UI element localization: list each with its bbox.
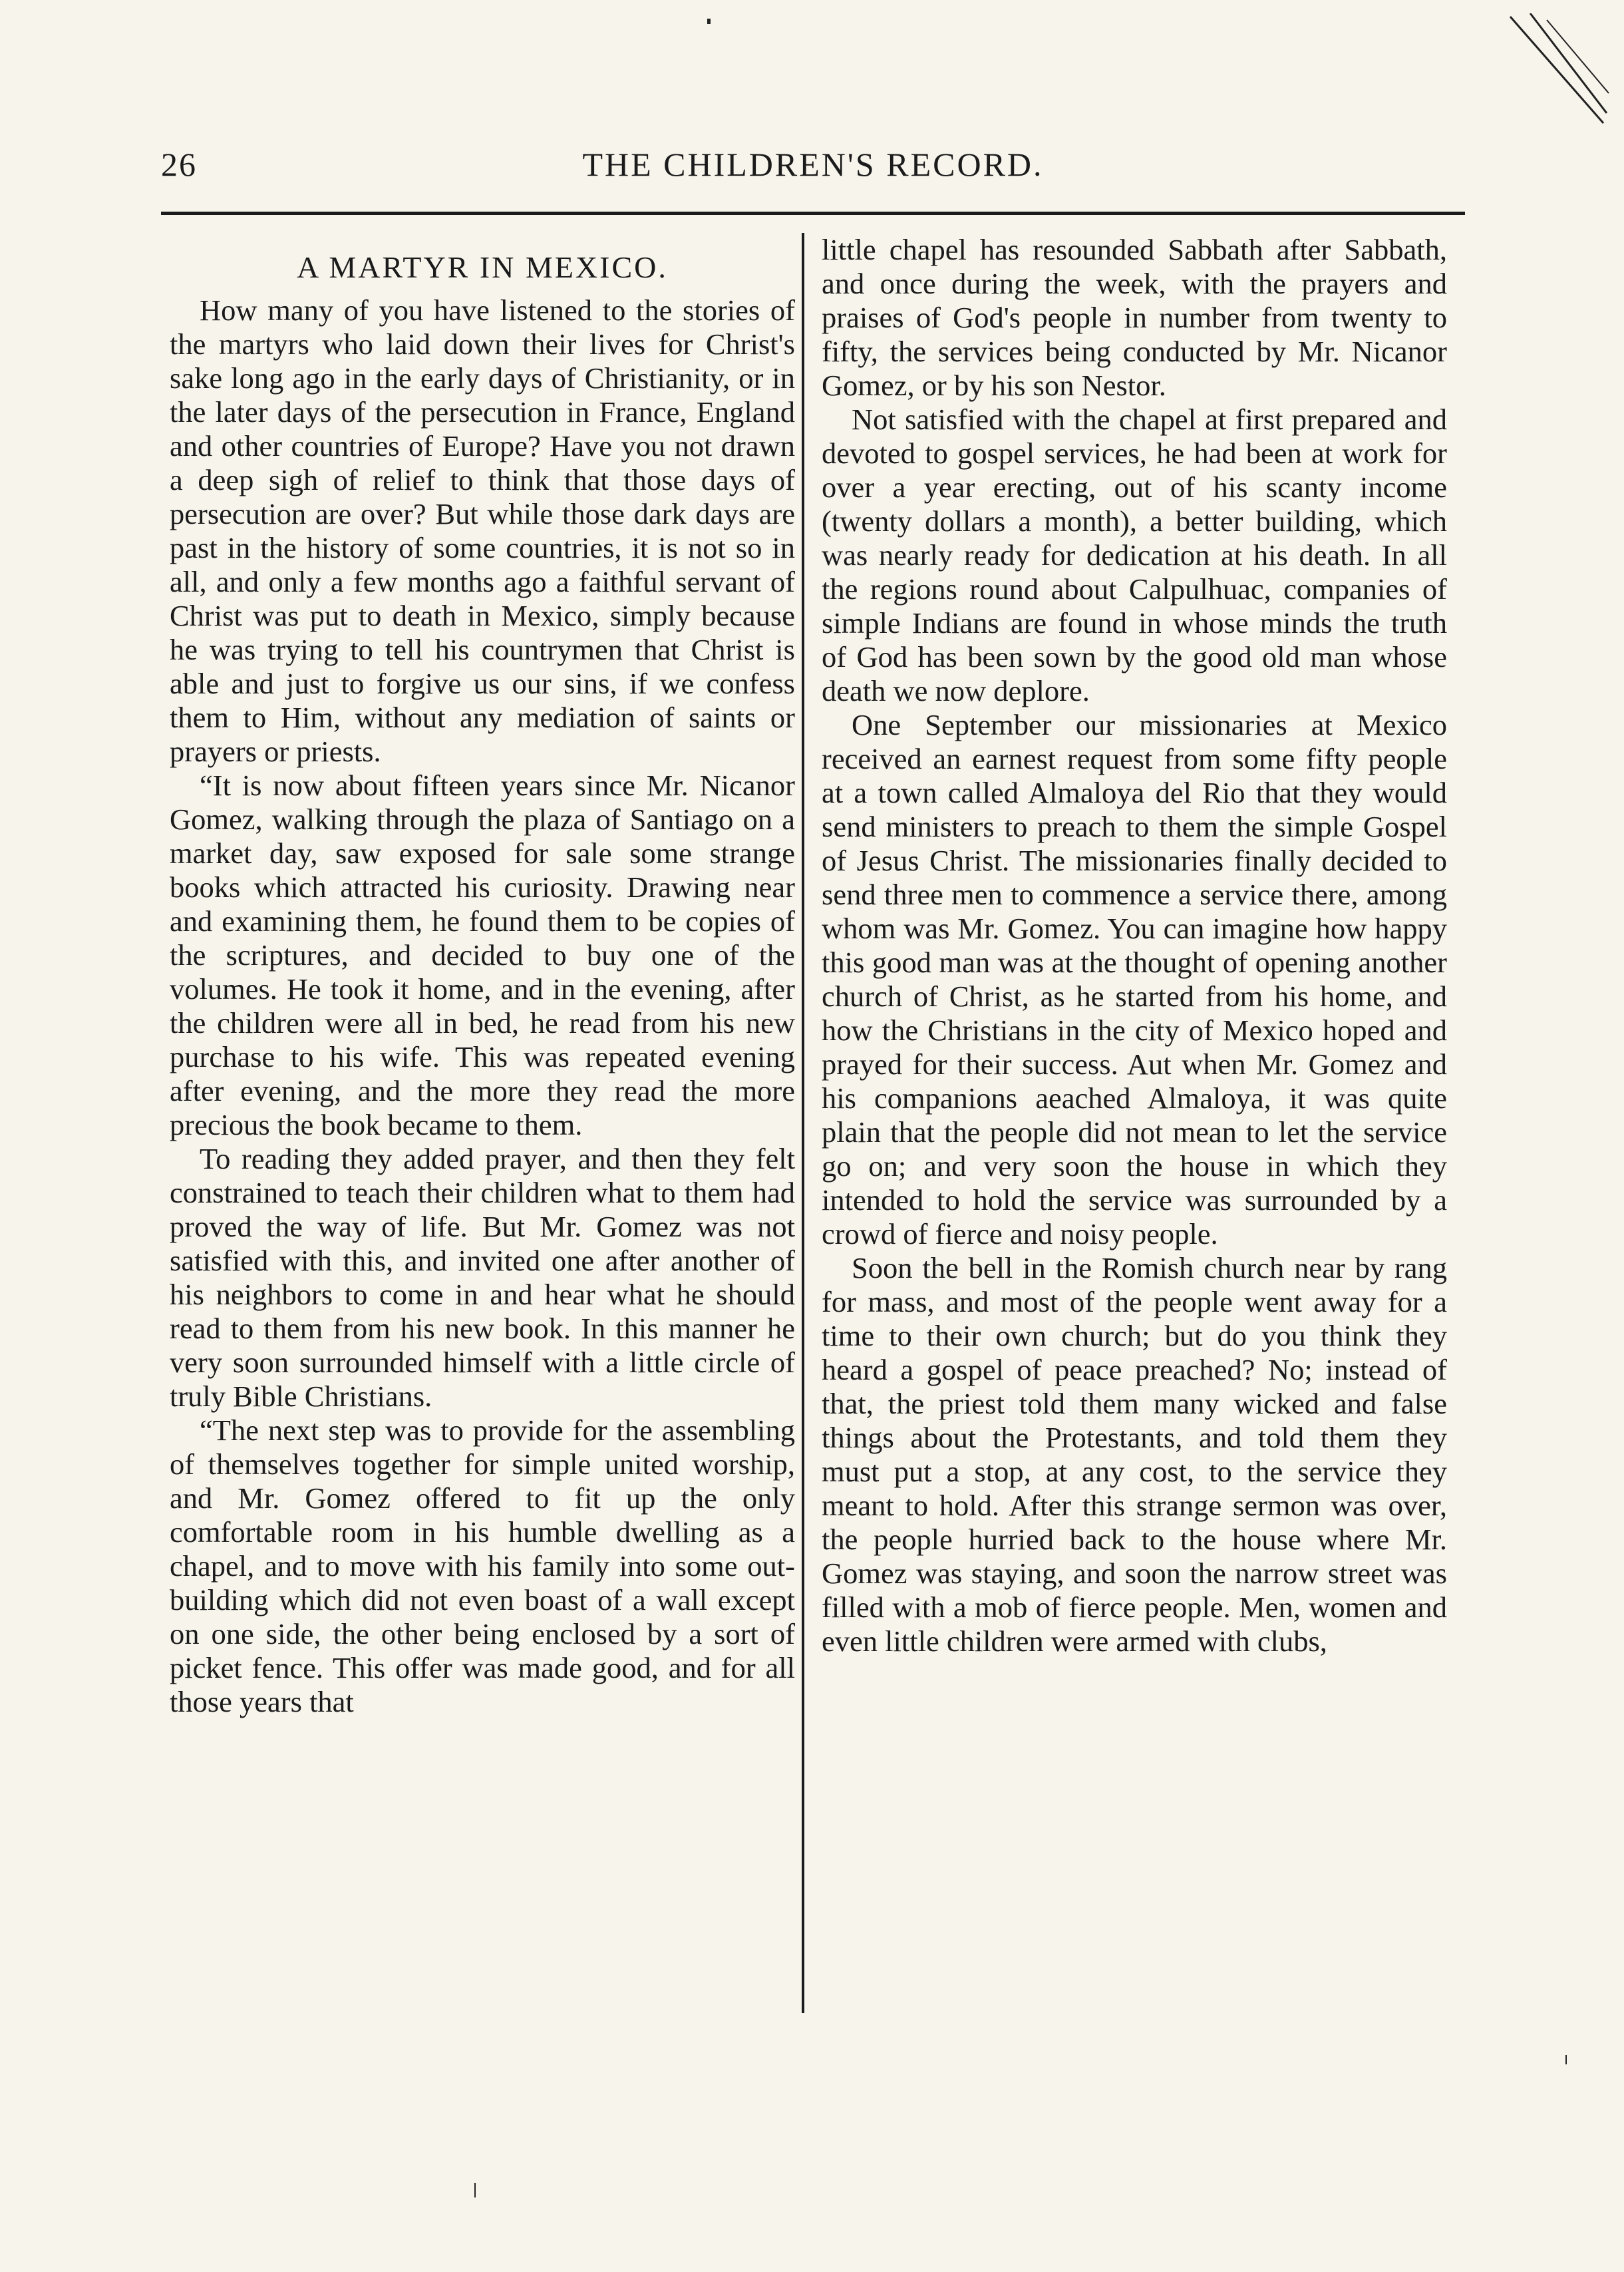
paragraph: One September our missionaries at Mexico received an earnest request from some fifty people at a town called Almaloya del Rio that they would send ministers to preach to them the simple Gospel of Jesus Christ. The missionaries finally decided to send three men to commence a service there, among whom was Mr. Gomez. You can imagine how happy this good man was at the thought of opening another church of Christ, as he started from his home, and how the Christians in the city of Mexico hoped and prayed for their success. Aut when Mr. Gomez and his companions aeached Almaloya, it was quite plain that the people did not mean to let the service go on; and very soon the house in which they intended to hold the service was surrounded by a crowd of fierce and noisy people. [822, 708, 1447, 1250]
paragraph: To reading they added prayer, and then they felt constrained to teach their children what to them had proved the way of life. But Mr. Gomez was not satisfied with this, and invited one after another of his neighbors to come in and hear what he should read to them from his new book. In this manner he very soon surrounded himself with a little circle of truly Bible Christians. [170, 1142, 795, 1413]
scan-speck [1565, 2055, 1567, 2064]
running-title: THE CHILDREN'S RECORD. [582, 146, 1044, 183]
paragraph: How many of you have listened to the stories of the martyrs who laid down their lives for Christ's sake long ago in the early days of Christianity, or in the later days of the persecution in France, England and other countries of Europe? Have you not drawn a deep sigh of relief to think that those days of persecution are over? But while those dark days are past in the history of some countries, it is not so in all, and only a few months ago a faithful servant of Christ was put to death in Mexico, simply because he was trying to tell his countrymen that Christ is able and just to forgive us our sins, if we confess them to Him, without any mediation of saints or prayers or priests. [170, 293, 795, 768]
paragraph: little chapel has resounded Sabbath after Sabbath, and once during the week, with the prayers and praises of God's people in number from twenty to fifty, the services being conducted by Mr. Nicanor Gomez, or by his son Nestor. [822, 233, 1447, 402]
paragraph: Not satisfied with the chapel at first prepared and devoted to gospel services, he had been at work for over a year erecting, out of his scanty income (twenty dollars a month), a better building, which was nearly ready for dedication at his death. In all the regions round about Calpulhuac, companies of simple Indians are found in whose minds the truth of God has been sown by the good old man whose death we now deplore. [822, 403, 1447, 707]
scan-speck [474, 2183, 476, 2197]
scan-speck [707, 19, 711, 24]
paragraph: “The next step was to provide for the assembling of themselves together for simple united worship, and Mr. Gomez offered to fit up the only comfortable room in his humble dwelling as a chapel, and to move with his family into some out-building which did not even boast of a wall except on one side, the other being enclosed by a sort of picket fence. This offer was made good, and for all those years that [170, 1414, 795, 1718]
article-title: A MARTYR IN MEXICO. [297, 250, 668, 284]
paragraph: “It is now about fifteen years since Mr. Nicanor Gomez, walking through the plaza of Santiago on a market day, saw exposed for sale some strange books which attracted his curiosity. Drawing near and examining them, he found them to be copies of the scriptures, and decided to buy one of the volumes. He took it home, and in the evening, after the children were all in bed, he read from his new purchase to his wife. This was repeated evening after evening, and the more they read the more precious the book became to them. [170, 769, 795, 1141]
header-rule [161, 212, 1465, 215]
right-column [822, 233, 1447, 1658]
scan-corner-lines [1504, 13, 1610, 126]
page-number: 26 [161, 146, 197, 183]
left-column [170, 233, 795, 1719]
paragraph: Soon the bell in the Romish church near by rang for mass, and most of the people went away for a time to their own church; but do you think they heard a gospel of peace preached? No; instead of that, the priest told them many wicked and false things about the Protestants, and told them they must put a stop, at any cost, to the service they meant to hold. After this strange sermon was over, the people hurried back to the house where Mr. Gomez was staying, and soon the narrow street was filled with a mob of fierce people. Men, women and even little children were armed with clubs, [822, 1251, 1447, 1658]
column-divider [802, 233, 804, 2013]
